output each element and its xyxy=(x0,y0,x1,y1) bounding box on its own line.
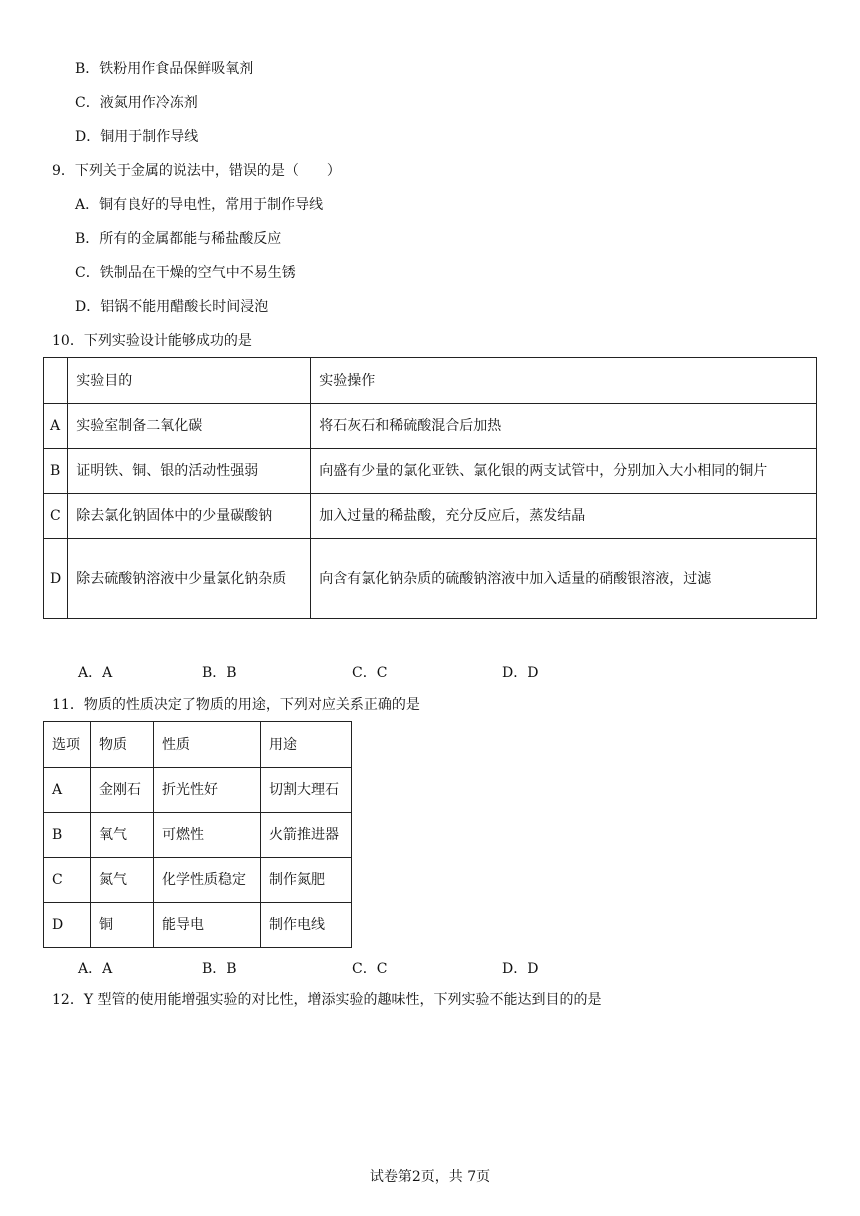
table-cell: 除去氯化钠固体中的少量碳酸钠 xyxy=(68,494,311,539)
table-row xyxy=(44,494,817,539)
table-cell: 氧气 xyxy=(91,813,154,858)
table-cell: 铜 xyxy=(91,903,154,948)
table-row xyxy=(44,449,817,494)
table-cell: C xyxy=(44,494,68,539)
table-row xyxy=(44,903,352,948)
table-cell: 向盛有少量的氯化亚铁、氯化银的两支试管中，分别加入大小相同的铜片 xyxy=(311,449,817,494)
option-d: D．铜用于制作导线 xyxy=(75,129,199,145)
table-cell: 切割大理石 xyxy=(261,768,352,813)
table-cell: B xyxy=(44,449,68,494)
table-cell: 火箭推进器 xyxy=(261,813,352,858)
table-row xyxy=(44,858,352,903)
table-cell: 向含有氯化钠杂质的硫酸钠溶液中加入适量的硝酸银溶液，过滤 xyxy=(311,539,817,619)
q9-option-b: B．所有的金属都能与稀盐酸反应 xyxy=(75,231,282,247)
q11-answer-d: D．D xyxy=(502,961,539,977)
table-cell: 除去硫酸钠溶液中少量氯化钠杂质 xyxy=(68,539,311,619)
q11-answer-c: C．C xyxy=(352,961,388,977)
question-9-stem: 9．下列关于金属的说法中，错误的是（ ） xyxy=(52,163,341,179)
table-cell: 实验操作 xyxy=(311,358,817,404)
table-cell: C xyxy=(44,858,91,903)
q9-option-a: A．铜有良好的导电性，常用于制作导线 xyxy=(75,197,324,213)
q11-table xyxy=(43,721,352,948)
table-cell: B xyxy=(44,813,91,858)
table-header-row xyxy=(44,358,817,404)
table-cell: 选项 xyxy=(44,722,91,768)
table-header-row xyxy=(44,722,352,768)
table-cell: 证明铁、铜、银的活动性强弱 xyxy=(68,449,311,494)
q11-answer-b: B．B xyxy=(202,961,237,977)
q9-option-c: C．铁制品在干燥的空气中不易生锈 xyxy=(75,265,296,281)
table-cell: 加入过量的稀盐酸，充分反应后，蒸发结晶 xyxy=(311,494,817,539)
question-10-stem: 10．下列实验设计能够成功的是 xyxy=(52,333,252,349)
table-row xyxy=(44,768,352,813)
q9-option-d: D．铝锅不能用醋酸长时间浸泡 xyxy=(75,299,269,315)
table-cell xyxy=(44,358,68,404)
q10-answer-d: D．D xyxy=(502,665,539,681)
table-cell: 物质 xyxy=(91,722,154,768)
table-cell: 可燃性 xyxy=(154,813,261,858)
table-row xyxy=(44,404,817,449)
table-cell: D xyxy=(44,903,91,948)
table-cell: 折光性好 xyxy=(154,768,261,813)
page-footer: 试卷第2页，共 7页 xyxy=(369,1169,491,1185)
q11-answer-a: A．A xyxy=(78,961,113,977)
option-c: C．液氮用作冷冻剂 xyxy=(75,95,198,111)
table-cell: 制作电线 xyxy=(261,903,352,948)
table-cell: 制作氮肥 xyxy=(261,858,352,903)
table-cell: 氮气 xyxy=(91,858,154,903)
table-cell: D xyxy=(44,539,68,619)
q10-answer-c: C．C xyxy=(352,665,388,681)
table-row xyxy=(44,813,352,858)
option-b: B．铁粉用作食品保鲜吸氧剂 xyxy=(75,61,254,77)
q10-table xyxy=(43,357,817,619)
q10-answer-a: A．A xyxy=(78,665,113,681)
table-cell: 能导电 xyxy=(154,903,261,948)
table-cell: A xyxy=(44,768,91,813)
table-cell: 金刚石 xyxy=(91,768,154,813)
question-11-stem: 11．物质的性质决定了物质的用途，下列对应关系正确的是 xyxy=(52,697,420,713)
table-cell: 实验室制备二氧化碳 xyxy=(68,404,311,449)
table-row xyxy=(44,539,817,619)
table-cell: 用途 xyxy=(261,722,352,768)
question-12-stem: 12．Y 型管的使用能增强实验的对比性，增添实验的趣味性，下列实验不能达到目的的是 xyxy=(52,992,602,1008)
table-cell: 性质 xyxy=(154,722,261,768)
table-cell: 实验目的 xyxy=(68,358,311,404)
table-cell: 化学性质稳定 xyxy=(154,858,261,903)
table-cell: 将石灰石和稀硫酸混合后加热 xyxy=(311,404,817,449)
q10-answer-b: B．B xyxy=(202,665,237,681)
table-cell: A xyxy=(44,404,68,449)
